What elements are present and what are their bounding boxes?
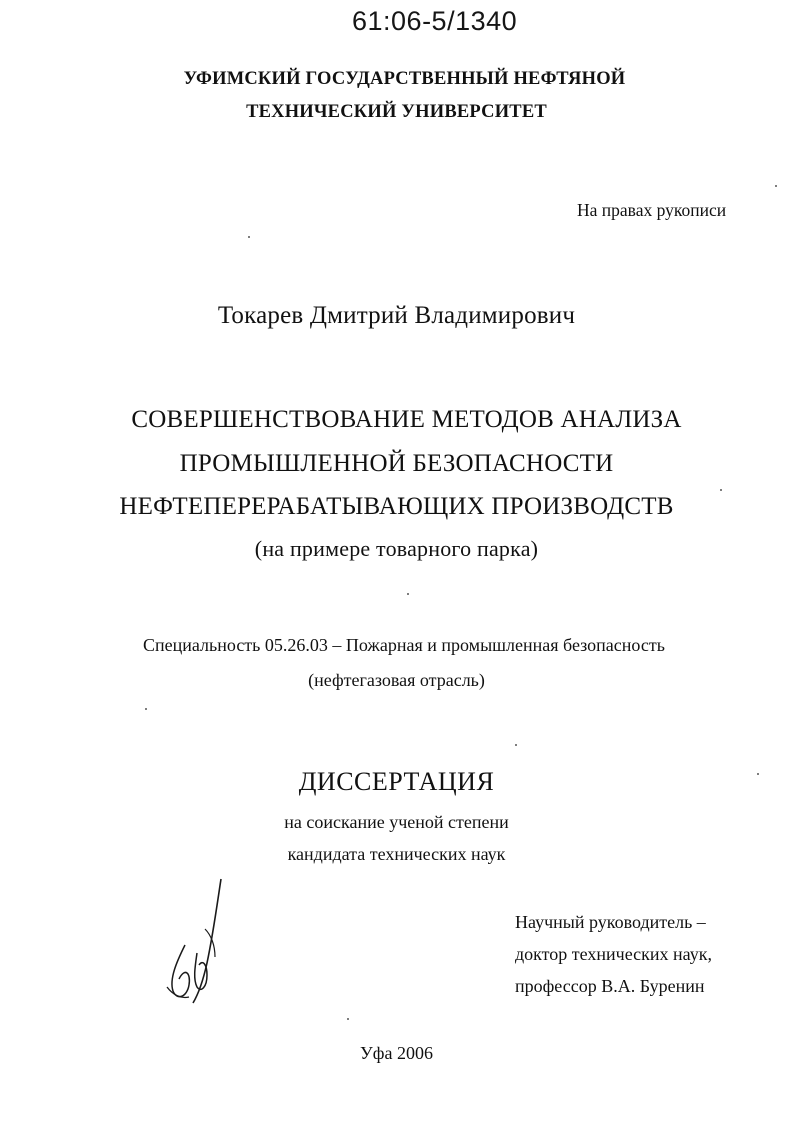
scan-speck bbox=[515, 744, 517, 746]
scan-speck bbox=[775, 185, 777, 187]
title-line3: НЕФТЕПЕРЕРАБАТЫВАЮЩИХ ПРОИЗВОДСТВ bbox=[119, 493, 674, 520]
supervisor-line2: доктор технических наук, bbox=[515, 944, 712, 964]
scan-speck bbox=[248, 236, 250, 238]
scan-speck bbox=[757, 773, 759, 775]
handwritten-signature bbox=[155, 875, 235, 1015]
university-name-line1: УФИМСКИЙ ГОСУДАРСТВЕННЫЙ НЕФТЯНОЙ bbox=[183, 69, 626, 89]
title-line1: СОВЕРШЕНСТВОВАНИЕ МЕТОДОВ АНАЛИЗА bbox=[131, 406, 682, 433]
scan-speck bbox=[720, 489, 722, 491]
supervisor-line3: профессор В.А. Буренин bbox=[515, 976, 705, 996]
scan-speck bbox=[347, 1018, 349, 1020]
degree-line2: кандидата технических наук bbox=[287, 844, 506, 864]
supervisor-line1: Научный руководитель – bbox=[515, 912, 706, 932]
scan-speck bbox=[145, 708, 147, 710]
degree-line1: на соискание ученой степени bbox=[284, 812, 509, 832]
archive-stamp: 61:06-5/1340 bbox=[352, 6, 518, 36]
specialty-line2: (нефтегазовая отрасль) bbox=[308, 670, 485, 690]
university-name-line2: ТЕХНИЧЕСКИЙ УНИВЕРСИТЕТ bbox=[246, 102, 547, 122]
title-line2: ПРОМЫШЛЕННОЙ БЕЗОПАСНОСТИ bbox=[179, 450, 614, 477]
title-subtitle: (на примере товарного парка) bbox=[254, 536, 539, 561]
document-type: ДИССЕРТАЦИЯ bbox=[298, 767, 495, 796]
scan-speck bbox=[407, 593, 409, 595]
place-year: Уфа 2006 bbox=[360, 1043, 433, 1063]
specialty-line1: Специальность 05.26.03 – Пожарная и промышленная безопасность bbox=[143, 635, 665, 655]
rights-note: На правах рукописи bbox=[577, 200, 727, 220]
author-name: Токарев Дмитрий Владимирович bbox=[217, 302, 576, 329]
